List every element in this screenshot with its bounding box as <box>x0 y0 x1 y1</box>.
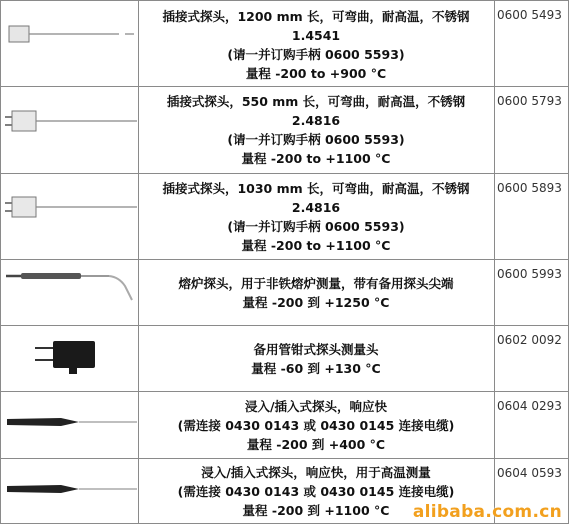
table-row <box>0 259 569 325</box>
probe-image <box>1 392 138 458</box>
desc-line: 2.4816 <box>291 113 341 128</box>
plug-probe-icon <box>1 87 138 173</box>
desc-line: (请一并订购手柄 0600 5593) <box>227 47 405 62</box>
product-description <box>139 87 493 173</box>
probe-image <box>1 1 138 86</box>
desc-line: 插接式探头，550 mm 长，可弯曲，耐高温，不锈钢 <box>166 94 466 109</box>
table-border <box>138 0 139 524</box>
desc-line: 熔炉探头，用于非铁熔炉测量，带有备用探头尖端 <box>178 275 454 291</box>
desc-line: (需连接 0430 0143 或 0430 0145 连接电缆) <box>177 417 455 433</box>
probe-image <box>1 326 138 391</box>
probe-image <box>1 260 138 325</box>
table-border <box>0 0 1 524</box>
table-row <box>0 173 569 259</box>
product-code: 0602 0092 <box>497 333 562 347</box>
desc-line: (需连接 0430 0143 或 0430 0145 连接电缆) <box>177 483 455 499</box>
product-description <box>139 260 493 325</box>
probe-head-icon <box>1 326 138 391</box>
desc-line: 插接式探头，1030 mm 长，可弯曲，耐高温，不锈钢 <box>162 180 470 196</box>
probe-image <box>1 174 138 259</box>
desc-line: (请一并订购手柄 0600 5593) <box>227 132 405 147</box>
table-row <box>0 86 569 173</box>
immersion-probe-icon <box>1 459 138 523</box>
desc-line: 2.4816 <box>291 199 341 215</box>
desc-line: (请一并订购手柄 0600 5593) <box>227 218 405 234</box>
plug-probe-icon <box>1 174 138 259</box>
plug-probe-icon <box>1 1 138 86</box>
product-description <box>139 326 493 391</box>
desc-line: 量程 -200 到 +400 °C <box>246 436 386 452</box>
product-description <box>139 1 493 86</box>
furnace-probe-icon <box>1 260 138 325</box>
product-description <box>139 392 493 458</box>
product-code: 0604 0293 <box>497 399 562 413</box>
table-border <box>568 0 569 524</box>
product-code: 0600 5893 <box>497 181 562 195</box>
probe-image <box>1 459 138 523</box>
table-row <box>0 0 569 86</box>
desc-line: 插接式探头，1200 mm 长，可弯曲，耐高温，不锈钢 <box>162 9 470 24</box>
desc-line: 1.4541 <box>291 28 341 43</box>
immersion-probe-icon <box>1 392 138 458</box>
watermark: alibaba.com.cn <box>412 502 562 522</box>
desc-line: 量程 -60 到 +130 °C <box>251 360 381 376</box>
product-code: 0604 0593 <box>497 466 562 480</box>
desc-line: 浸入/插入式探头，响应快 <box>244 398 388 414</box>
product-description <box>139 174 493 259</box>
desc-line: 量程 -200 to +1100 °C <box>241 151 391 166</box>
table-row <box>0 391 569 458</box>
desc-line: 量程 -200 to +900 °C <box>245 66 387 81</box>
table-row <box>0 325 569 391</box>
product-code: 0600 5993 <box>497 267 562 281</box>
desc-line: 备用管钳式探头测量头 <box>253 341 379 357</box>
product-code: 0600 5493 <box>497 8 562 22</box>
table-border <box>494 0 495 524</box>
probe-image <box>1 87 138 173</box>
desc-line: 量程 -200 到 +1100 °C <box>242 502 390 518</box>
desc-line: 量程 -200 到 +1250 °C <box>242 294 390 310</box>
desc-line: 量程 -200 to +1100 °C <box>241 237 391 253</box>
product-code: 0600 5793 <box>497 94 562 108</box>
desc-line: 浸入/插入式探头，响应快，用于高温测量 <box>201 464 431 480</box>
